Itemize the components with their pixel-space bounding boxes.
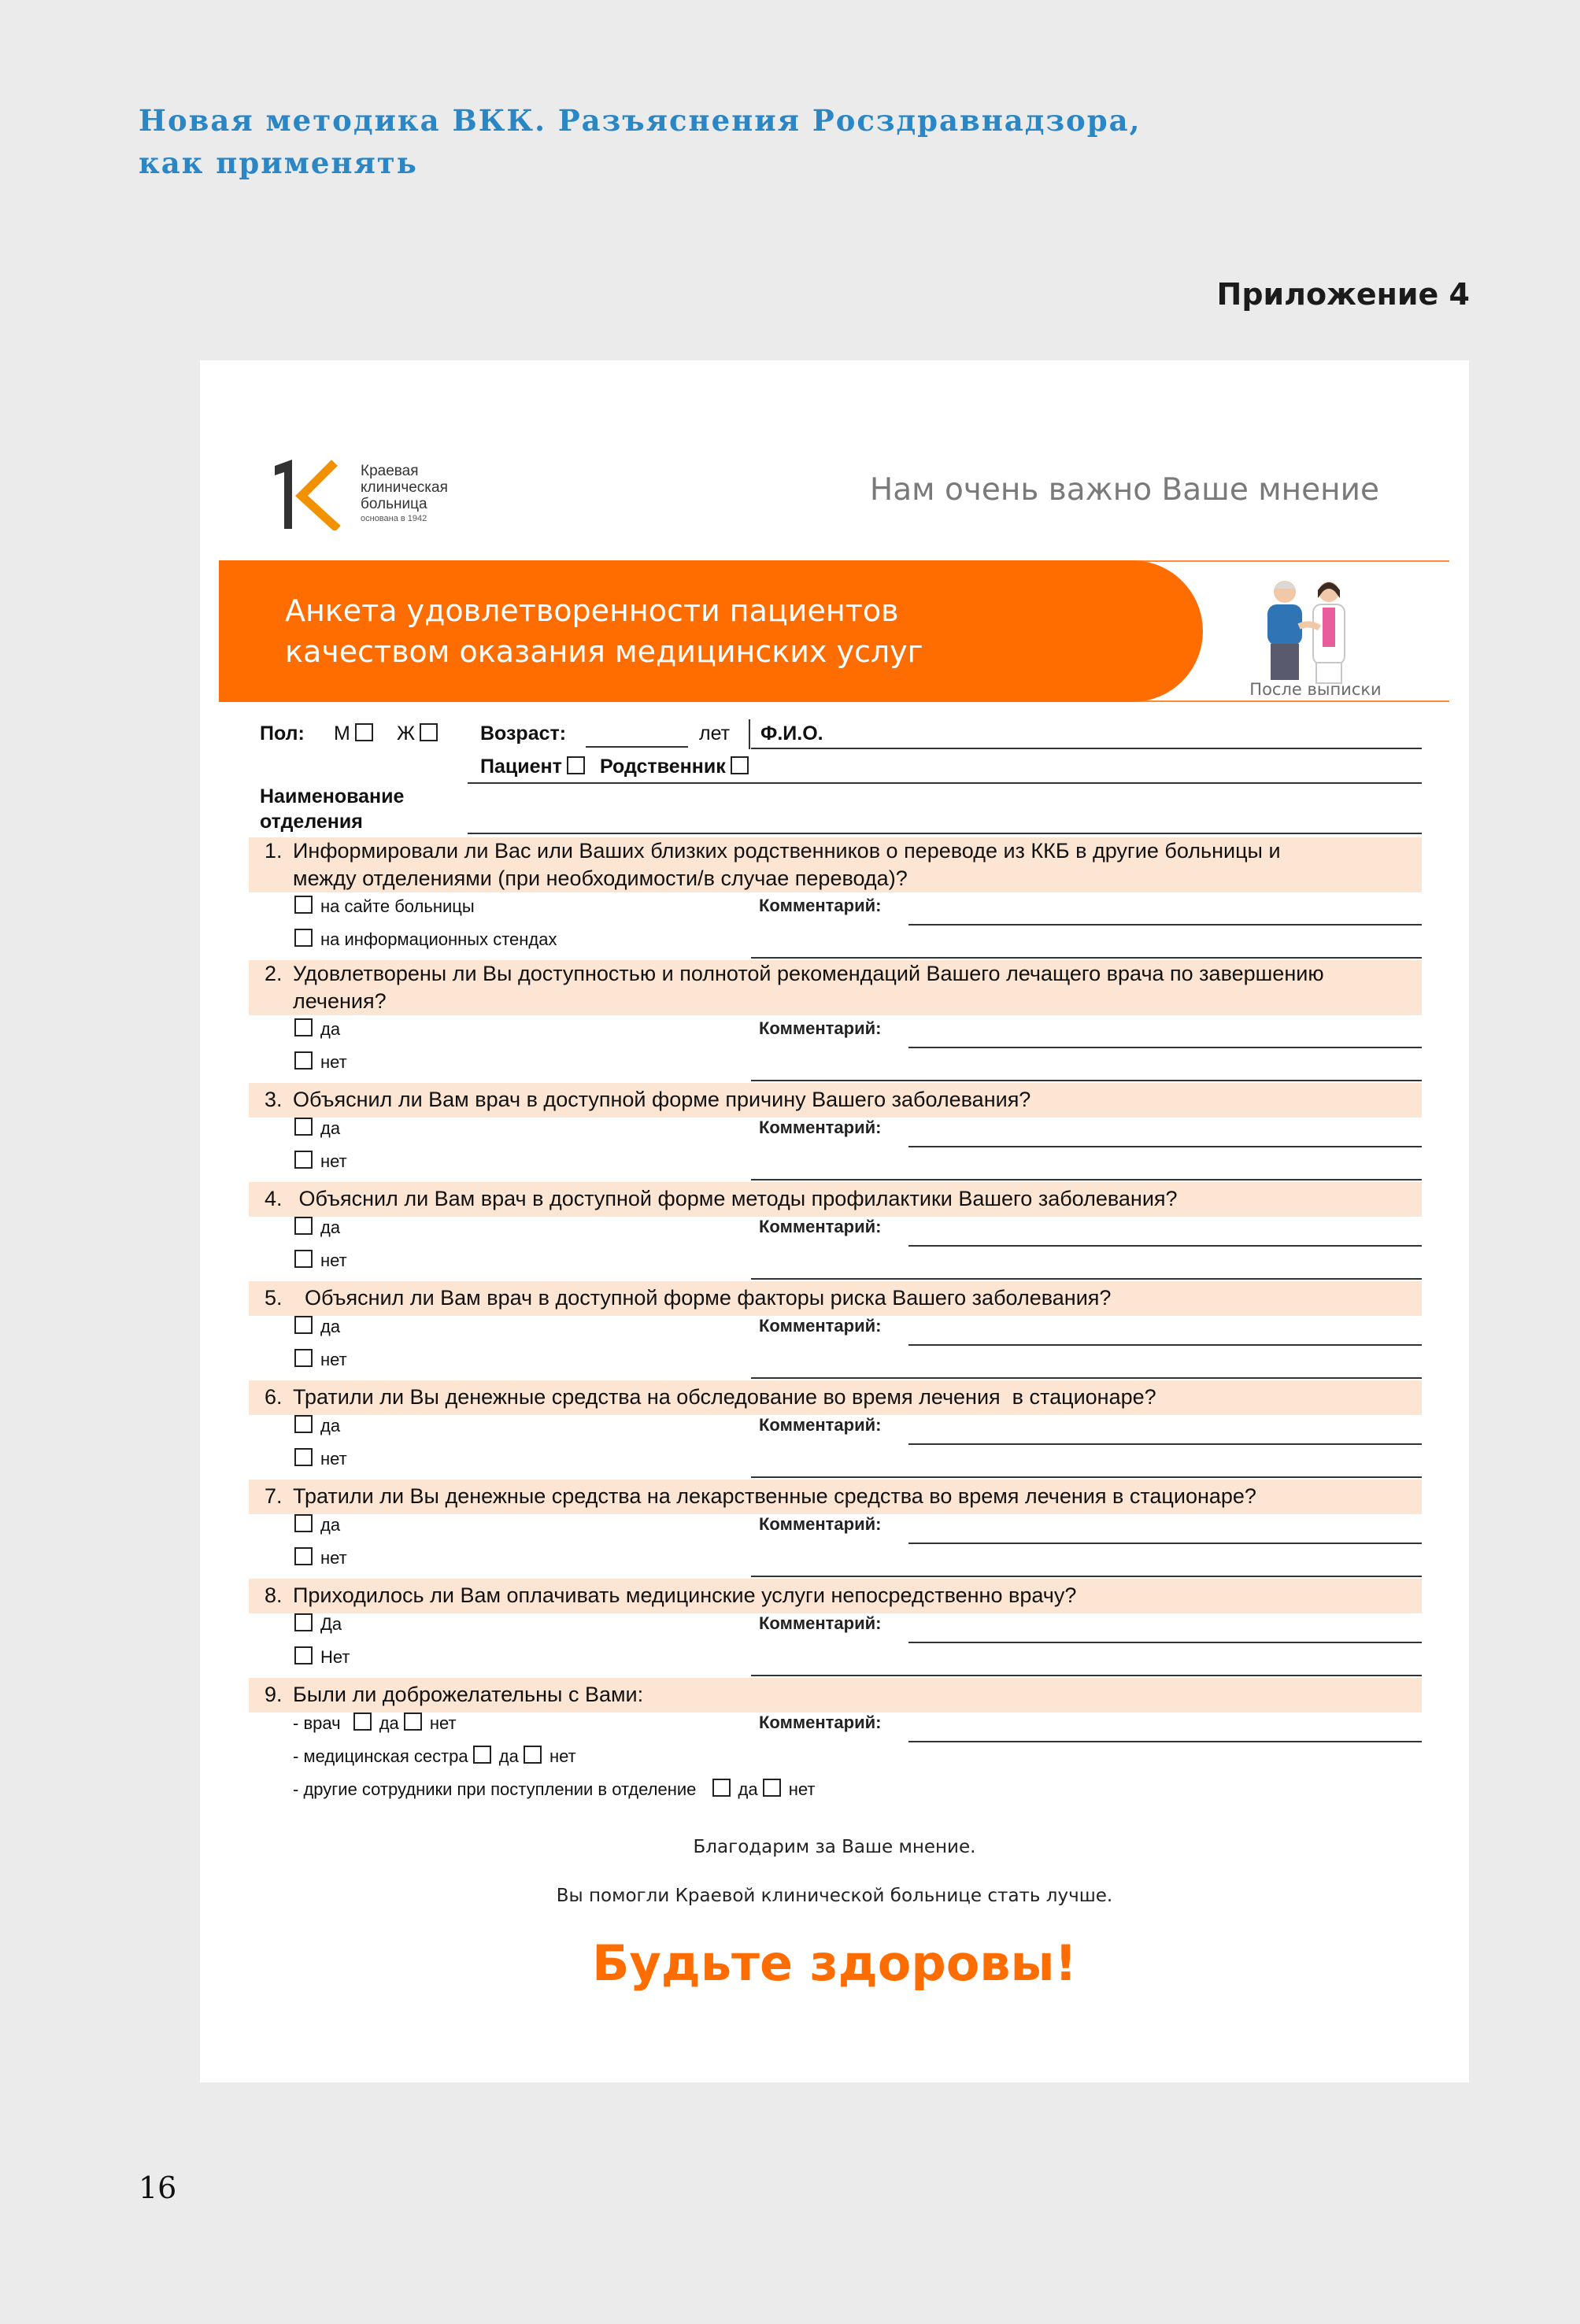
- q9-nurse-yes-checkbox[interactable]: [473, 1746, 491, 1764]
- age-label: Возраст:: [480, 722, 567, 744]
- after-discharge-label: После выписки: [1249, 680, 1382, 699]
- q9-doctor-row: - врач да нет: [293, 1713, 457, 1733]
- banner-bottom-line: [1093, 700, 1449, 702]
- q5-comment-input[interactable]: [908, 1344, 1422, 1346]
- q9-nurse-no-checkbox[interactable]: [524, 1746, 542, 1764]
- question-4-text: Объяснил ли Вам врач в доступной форме методы профилактики Вашего заболевания?: [293, 1187, 1178, 1210]
- header-title-line2: как применять: [139, 146, 418, 180]
- male-checkbox[interactable]: [355, 723, 373, 741]
- field-divider: [749, 719, 750, 749]
- q7-comment-label: Комментарий:: [759, 1514, 882, 1534]
- tagline: Нам очень важно Ваше мнение: [869, 472, 1379, 508]
- question-7-text: Тратили ли Вы денежные средства на лекарственные средства во время лечения в стационаре?: [293, 1484, 1256, 1508]
- q5-comment-label: Комментарий:: [759, 1316, 882, 1336]
- department-input[interactable]: [468, 833, 1422, 834]
- question-4-number: 4.: [265, 1187, 283, 1210]
- q9-nurse-row: - медицинская сестра да нет: [293, 1746, 576, 1766]
- q9-doctor-no-checkbox[interactable]: [404, 1713, 422, 1731]
- q9-doctor-yes-checkbox[interactable]: [353, 1713, 372, 1731]
- question-2-text: Удовлетворены ли Вы доступностью и полнотой рекомендаций Вашего лечащего врача по завершению лечения?: [293, 962, 1324, 1013]
- q1-comment-input-2[interactable]: [751, 957, 1422, 959]
- gender-label: Пол:: [260, 722, 305, 744]
- q3-option-no[interactable]: нет: [294, 1151, 347, 1172]
- age-input[interactable]: [586, 746, 688, 748]
- question-9-text: Были ли доброжелательны с Вами:: [293, 1683, 644, 1706]
- gender-male-option[interactable]: М: [334, 722, 378, 745]
- logo-k-icon: [273, 460, 352, 530]
- question-9-number: 9.: [265, 1683, 283, 1706]
- patient-option[interactable]: Пациент: [480, 756, 590, 778]
- q7-comment-input-2[interactable]: [751, 1576, 1422, 1577]
- q8-comment-input-2[interactable]: [751, 1675, 1422, 1676]
- q2-comment-input-2[interactable]: [751, 1080, 1422, 1081]
- q6-option-yes[interactable]: да: [294, 1415, 340, 1436]
- q4-option-yes[interactable]: да: [294, 1217, 340, 1238]
- question-5-text: Объяснил ли Вам врач в доступной форме факторы риска Вашего заболевания?: [293, 1286, 1112, 1310]
- q3-comment-input-2[interactable]: [751, 1179, 1422, 1180]
- q2-option-no[interactable]: нет: [294, 1051, 347, 1073]
- be-healthy-slogan: Будьте здоровы!: [592, 1934, 1077, 1992]
- question-6-number: 6.: [265, 1385, 283, 1409]
- q9-comment-label: Комментарий:: [759, 1713, 882, 1732]
- page-number: 16: [139, 2171, 177, 2205]
- q6-comment-input[interactable]: [908, 1443, 1422, 1445]
- patient-checkbox[interactable]: [567, 756, 585, 774]
- question-3-text: Объяснил ли Вам врач в доступной форме причину Вашего заболевания?: [293, 1088, 1031, 1111]
- q1-comment-label: Комментарий:: [759, 896, 882, 915]
- survey-banner: [219, 560, 1203, 702]
- q5-comment-input-2[interactable]: [751, 1377, 1422, 1379]
- q4-comment-label: Комментарий:: [759, 1217, 882, 1236]
- question-8-number: 8.: [265, 1583, 283, 1607]
- q9-staff-yes-checkbox[interactable]: [712, 1779, 731, 1797]
- logo-text: Краевая клиническая больница основана в 1942: [361, 463, 448, 523]
- q6-comment-input-2[interactable]: [751, 1476, 1422, 1478]
- q4-comment-input[interactable]: [908, 1245, 1422, 1247]
- survey-title: Анкета удовлетворенности пациентов качеством оказания медицинских услуг: [285, 593, 923, 669]
- q7-comment-input[interactable]: [908, 1543, 1422, 1544]
- q8-option-no[interactable]: Нет: [294, 1646, 350, 1668]
- question-1-text: Информировали ли Вас или Ваших близких родственников о переводе из ККБ в другие больницы и между отделениями (при необходимости/в случае перевода)?: [293, 839, 1281, 890]
- question-6-text: Тратили ли Вы денежные средства на обследование во время лечения в стационаре?: [293, 1385, 1156, 1409]
- question-8-text: Приходилось ли Вам оплачивать медицинские услуги непосредственно врачу?: [293, 1583, 1077, 1607]
- question-5-number: 5.: [265, 1286, 283, 1310]
- q5-option-yes[interactable]: да: [294, 1316, 340, 1337]
- fio-input[interactable]: [751, 748, 1422, 749]
- q1-option-stands[interactable]: на информационных стендах: [294, 929, 557, 950]
- patient-line: [468, 782, 1422, 784]
- thanks-line-2: Вы помогли Краевой клинической больнице стать лучше.: [556, 1886, 1113, 1906]
- fio-label: Ф.И.О.: [760, 722, 823, 744]
- q8-option-yes[interactable]: Да: [294, 1613, 342, 1635]
- q3-comment-label: Комментарий:: [759, 1118, 882, 1137]
- q2-option-yes[interactable]: да: [294, 1018, 340, 1040]
- question-2-number: 2.: [265, 962, 283, 985]
- q3-option-yes[interactable]: да: [294, 1118, 340, 1139]
- q1-option-site[interactable]: на сайте больницы: [294, 896, 475, 917]
- q6-comment-label: Комментарий:: [759, 1415, 882, 1435]
- q5-option-no[interactable]: нет: [294, 1349, 347, 1370]
- q9-comment-input[interactable]: [908, 1741, 1422, 1742]
- question-7-number: 7.: [265, 1484, 283, 1508]
- q8-comment-input[interactable]: [908, 1642, 1422, 1643]
- q2-comment-input[interactable]: [908, 1047, 1422, 1048]
- relative-checkbox[interactable]: [731, 756, 749, 774]
- relative-option[interactable]: Родственник: [600, 756, 753, 778]
- appendix-label: Приложение 4: [1216, 277, 1470, 312]
- q9-staff-row: - другие сотрудники при поступлении в отделение да нет: [293, 1779, 816, 1799]
- survey-form: [200, 360, 1469, 2082]
- female-checkbox[interactable]: [420, 723, 438, 741]
- doctor-patient-illustration: [1247, 571, 1365, 689]
- document-header-title: [139, 99, 1141, 184]
- q4-comment-input-2[interactable]: [751, 1278, 1422, 1280]
- hospital-logo: [273, 460, 462, 530]
- q6-option-no[interactable]: нет: [294, 1448, 347, 1469]
- q7-option-yes[interactable]: да: [294, 1514, 340, 1535]
- gender-female-option[interactable]: Ж: [397, 722, 442, 745]
- header-title-line1: Новая методика ВКК. Разъяснения Росздравнадзора,: [139, 103, 1142, 138]
- q7-option-no[interactable]: нет: [294, 1547, 347, 1568]
- q8-comment-label: Комментарий:: [759, 1613, 882, 1633]
- q4-option-no[interactable]: нет: [294, 1250, 347, 1271]
- q2-comment-label: Комментарий:: [759, 1018, 882, 1038]
- q9-staff-no-checkbox[interactable]: [763, 1779, 781, 1797]
- question-1-number: 1.: [265, 839, 283, 863]
- department-label: Наименование отделения: [260, 785, 405, 833]
- thanks-line-1: Благодарим за Ваше мнение.: [693, 1837, 976, 1857]
- q1-comment-input[interactable]: [908, 924, 1422, 926]
- question-3-number: 3.: [265, 1088, 283, 1111]
- age-unit: лет: [699, 722, 731, 744]
- q3-comment-input[interactable]: [908, 1146, 1422, 1147]
